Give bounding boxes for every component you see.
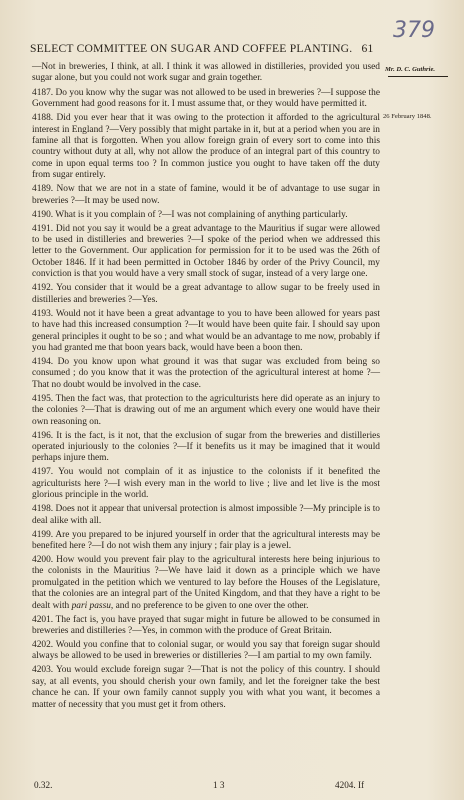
header-title: SELECT COMMITTEE ON SUGAR AND COFFEE PLANTING. xyxy=(30,42,353,55)
paragraph: 4197. You would not complain of it as injustice to the colonists if it benefited the agriculturists here ?—I wish every man in the world to live ; live and let live is the most glorious principle in the world. xyxy=(32,467,380,501)
paragraph: 4201. The fact is, you have prayed that sugar might in future be allowed to be consumed in breweries and distilleries ?—Yes, in common with the produce of Great Britain. xyxy=(32,614,380,636)
paragraph: 4196. It is the fact, is it not, that the exclusion of sugar from the breweries and distilleries operated injuriously to the colonies ?—If it benefits us it may be imagined that it would perhaps injure them. xyxy=(32,430,380,464)
paragraph: —Not in breweries, I think, at all. I think it was allowed in distilleries, provided you used sugar alone, but you could not work sugar and grain together. xyxy=(32,62,380,84)
margin-date: 26 February 1848. xyxy=(383,113,432,120)
paragraph: 4202. Would you confine that to colonial sugar, or would you say that foreign sugar should always be allowed to be used in breweries or distilleries ?—I am partial to my own family. xyxy=(32,640,380,662)
footer-catchword: 4204. If xyxy=(335,780,365,790)
paragraph: 4190. What is it you complain of ?—I was not complaining of anything particularly. xyxy=(32,209,348,220)
paragraph: 4198. Does not it appear that universal protection is almost impossible ?—My principle is to deal alike with all. xyxy=(32,504,380,526)
paragraph: 4192. You consider that it would be a great advantage to allow sugar to be freely used in distilleries and breweries ?—Yes. xyxy=(32,283,380,305)
paragraph: 4203. You would exclude foreign sugar ?—That is not the policy of this country. I should say, at all events, you should cherish your own family, and let the foreigner take the best chance he can. If your own family cannot supply you with what you want, it becomes a matter of necessity that you must get it from others. xyxy=(32,665,380,710)
margin-rule xyxy=(388,76,448,77)
paragraph: 4189. Now that we are not in a state of famine, would it be of advantage to use sugar in breweries ?—It may be used now. xyxy=(32,184,380,206)
paragraph: 4193. Would not it have been a great advantage to you to have been allowed for years past to have had this increased consumption ?—It would have been quite fair. I should say upon general principles it ought to be so ; and what would be an advantage to me now, probably if you had granted me that boon years back, would have been a boon then. xyxy=(32,308,380,353)
paragraph: 4194. Do you know upon what ground it was that sugar was excluded from being so consumed ; do you know that it was the protection of the agricultural interest at home ?—That no doubt would be involved in the case. xyxy=(32,356,380,390)
paragraph: 4199. Are you prepared to be injured yourself in order that the agricultural interests may be benefited here ?—I do not wish them any injury ; fair play is a jewel. xyxy=(32,529,380,551)
footer-signature: 0.32. xyxy=(34,780,53,790)
paragraph: 4187. Do you know why the sugar was not allowed to be used in breweries ?—I suppose the Government had good reasons for it. I must assume that, or they would have permitted it. xyxy=(32,87,380,110)
footer-sheet-number: 1 3 xyxy=(213,780,225,790)
header-page-number: 61 xyxy=(361,42,374,55)
running-header xyxy=(30,42,380,55)
handwritten-folio-number: 379 xyxy=(393,18,435,43)
paragraph: 4195. Then the fact was, that protection to the agriculturists here did operate as an injury to the colonies ?—That is drawing out of me an argument which every one would have their own reasoning on. xyxy=(32,393,380,427)
margin-witness-name: Mr. D. C. Guthrie. xyxy=(385,66,436,73)
paragraph: 4200. How would you prevent fair play to the agricultural interests here being injurious to the colonists in the Mauritius ?—We have laid it down as a principle which we have promulgated in the petition which we ventured to lay before the Houses of the Legislature, that the colonies are an integral part of the United Kingdom, and that they have a right to be dealt with pari passu, and no preference to be given to one over the other. xyxy=(32,554,380,611)
paragraph: 4188. Did you ever hear that it was owing to the protection it afforded to the agricultural interest in England ?—Very possibly that might partake in it, but at a period when you are in famine all that is forgotten. When you allow foreign grain of every sort to come into this country without duty at all, why not allow the produce of an integral part of this country to come in upon equal terms too ? In common justice you ought to have taken off the duty from sugar entirely. xyxy=(32,113,380,181)
testimony-body xyxy=(32,62,380,714)
paragraph: 4191. Did not you say it would be a great advantage to the Mauritius if sugar were allowed to be used in distilleries and breweries ?—I spoke of the period when we addressed this letter to the Government. Our application for permission for it to be used was the 26th of October 1846. If it had been permitted in October 1846 by order of the Privy Council, my conviction is that you would have a very small stock of sugar, instead of a very large one. xyxy=(32,223,380,280)
